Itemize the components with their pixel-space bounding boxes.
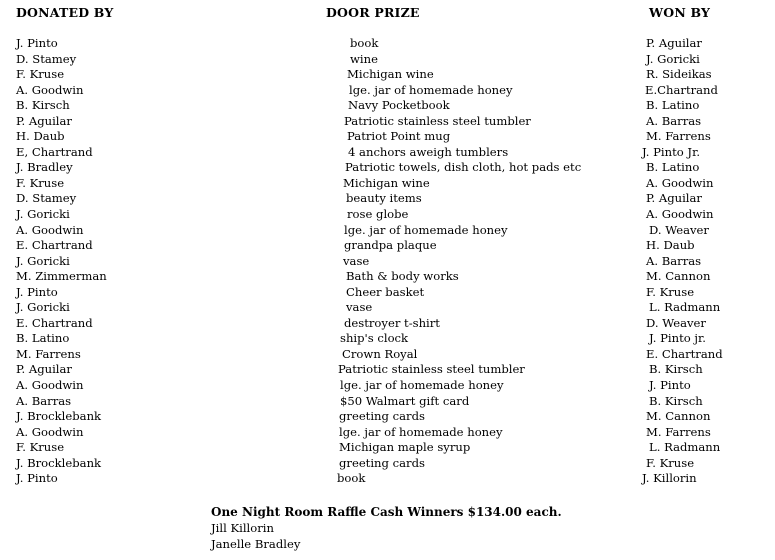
donor-cell: H. Daub [16,129,65,144]
donor-cell: F. Kruse [16,67,65,82]
donor-cell: B. Latino [16,331,70,346]
winner-cell: E.Chartrand [645,82,718,97]
raffle-winner: Janelle Bradley [211,537,301,551]
prize-cell: Patriotic towels, dish cloth, hot pads etc [345,160,582,175]
winner-cell: L. Radmann [649,300,721,315]
prize-cell: Bath & body works [346,269,459,284]
prize-cell: book [337,471,366,486]
winner-cell: B. Kirsch [649,362,703,377]
winner-cell: E. Chartrand [646,346,723,361]
donor-cell: J. Pinto [16,471,58,486]
header-door-prize: DOOR PRIZE [326,5,420,20]
prize-cell: Crown Royal [342,346,418,361]
donor-cell: E. Chartrand [16,238,93,253]
donor-cell: A. Barras [16,393,72,408]
donor-cell: J. Goricki [16,300,70,315]
winner-cell: A. Barras [646,113,702,128]
winner-cell: A. Goodwin [646,175,714,190]
winner-cell: J. Pinto jr. [649,331,706,346]
prize-cell: lge. jar of homemade honey [340,378,504,393]
prize-cell: Michigan wine [343,175,430,190]
donor-cell: M. Zimmerman [16,269,107,284]
donor-cell: E, Chartrand [16,144,93,159]
raffle-winner: Jill Killorin [211,521,274,535]
donor-cell: J. Bradley [16,160,73,175]
prize-cell: Patriotic stainless steel tumbler [344,113,531,128]
winner-cell: J. Pinto Jr. [642,144,701,159]
winner-cell: P. Aguilar [646,36,702,50]
prize-cell: grandpa plaque [344,238,437,253]
donor-cell: B. Kirsch [16,98,70,113]
donor-cell: D. Stamey [16,51,77,66]
donor-cell: J. Goricki [16,253,70,268]
donor-cell: A. Goodwin [16,424,84,439]
prize-cell: greeting cards [339,409,425,424]
prize-cell: Cheer basket [346,284,425,299]
prize-cell: Navy Pocketbook [348,98,450,113]
won-by-column [640,36,770,487]
prize-cell: book [350,36,379,50]
donor-cell: A. Goodwin [16,222,84,237]
winner-cell: D. Weaver [649,222,709,237]
donor-cell: F. Kruse [16,175,65,190]
winner-cell: B. Latino [646,98,700,113]
prize-cell: Patriot Point mug [347,129,451,144]
prize-cell: lge. jar of homemade honey [344,222,508,237]
winner-cell: D. Weaver [646,315,706,330]
winner-cell: P. Aguilar [646,191,702,206]
prize-cell: greeting cards [339,455,425,470]
donor-cell: J. Brocklebank [16,409,102,424]
winner-cell: J. Pinto [649,378,691,393]
donor-cell: D. Stamey [16,191,77,206]
donor-cell: J. Goricki [16,207,70,222]
donor-cell: A. Goodwin [16,378,84,393]
prize-cell: vase [343,253,370,268]
winner-cell: F. Kruse [646,284,695,299]
winner-cell: M. Farrens [646,129,711,144]
winner-cell: M. Cannon [646,409,711,424]
prize-cell: 4 anchors aweigh tumblers [348,144,509,159]
prize-cell: wine [350,51,378,66]
winner-cell: M. Farrens [646,424,711,439]
donor-cell: P. Aguilar [16,362,72,377]
winner-cell: L. Radmann [649,440,721,455]
header-won-by: WON BY [649,5,711,20]
winner-cell: J. Killorin [642,471,697,486]
donor-cell: P. Aguilar [16,113,72,128]
door-prize-column [336,36,636,487]
winner-cell: F. Kruse [646,455,695,470]
donor-cell: M. Farrens [16,346,81,361]
winner-cell: A. Goodwin [646,207,714,222]
winner-cell: M. Cannon [646,269,711,284]
donor-cell: E. Chartrand [16,315,93,330]
prize-cell: Michigan maple syrup [339,440,471,455]
donor-cell: J. Brocklebank [16,455,102,470]
prize-cell: beauty items [346,191,422,206]
winner-cell: B. Latino [646,160,700,175]
raffle-title: One Night Room Raffle Cash Winners $134.00 each. [211,505,562,519]
prize-cell: vase [346,300,373,315]
donor-cell: J. Pinto [16,36,58,50]
donated-by-column [16,36,216,487]
donor-cell: F. Kruse [16,440,65,455]
prize-cell: destroyer t-shirt [344,315,440,330]
prize-cell: lge. jar of homemade honey [349,82,513,97]
prize-cell: lge. jar of homemade honey [339,424,503,439]
winner-cell: B. Kirsch [649,393,703,408]
prize-cell: Patriotic stainless steel tumbler [338,362,525,377]
donor-cell: A. Goodwin [16,82,84,97]
winner-cell: H. Daub [646,238,695,253]
prize-cell: Michigan wine [347,67,434,82]
raffle-section [211,504,562,552]
prize-cell: rose globe [347,207,409,222]
winner-cell: A. Barras [646,253,702,268]
header-donated-by: DONATED BY [16,5,114,20]
prize-cell: ship's clock [340,331,409,346]
prize-cell: $50 Walmart gift card [340,393,470,408]
winner-cell: J. Goricki [646,51,700,66]
donor-cell: J. Pinto [16,284,58,299]
winner-cell: R. Sideikas [646,67,712,82]
